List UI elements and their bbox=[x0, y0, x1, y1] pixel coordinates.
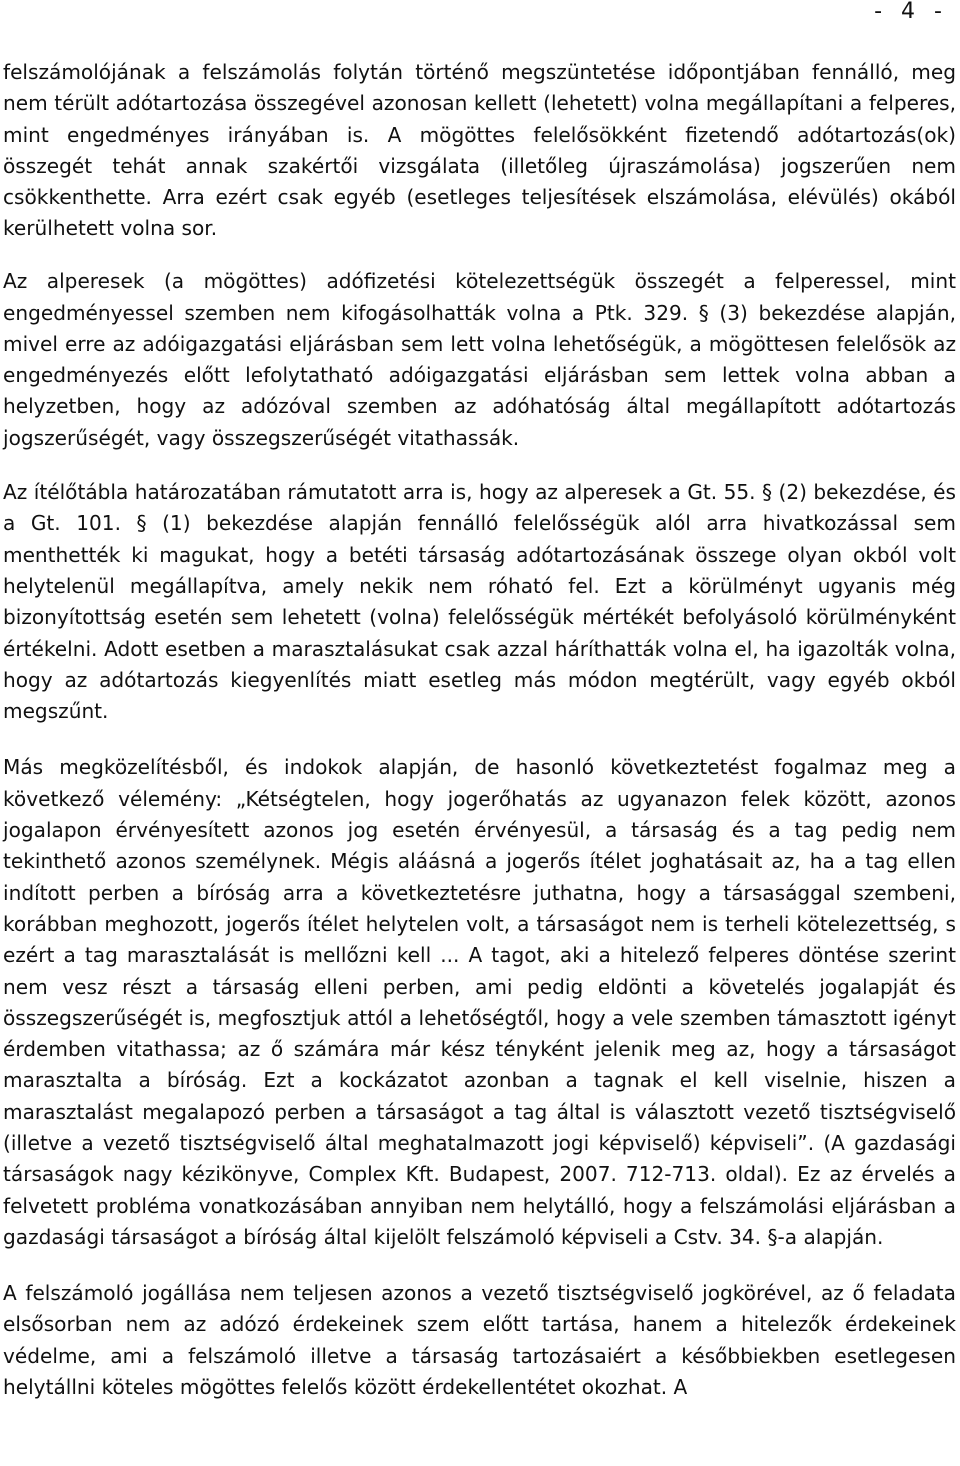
page-number: - 4 - bbox=[874, 0, 948, 24]
paragraph-5: A felszámoló jogállása nem teljesen azonos a vezető tisztségviselő jogkörével, az ő feladata elsősorban nem az adózó érdekeinek szem előtt tartása, hanem a hitelezők érdekeinek védelme, ami a felszámoló illetve a társaság tartozásaiért a későbbiekben esetlegesen helytállni köteles mögöttes felelős között érdekellentétet okozhat. A bbox=[3, 1281, 956, 1400]
paragraph-2: Az alperesek (a mögöttes) adófizetési kötelezettségük összegét a felperessel, mint engedményessel szemben nem kifogásolhatták volna a Ptk. 329. § (3) bekezdése alapján, mivel erre az adóigazgatási eljárásban sem lett volna lehetőségük, a mögöttesen felelősök az engedményezés előtt lefolytatható adóigazgatási eljárásban sem lettek volna abban a helyzetben, hogy az adózóval szemben az adóhatóság által megállapított adótartozás jogszerűségét, vagy összegszerűségét vitathassák. bbox=[3, 269, 956, 450]
document-page bbox=[3, 0, 956, 1403]
paragraph-3: Az ítélőtábla határozatában rámutatott arra is, hogy az alperesek a Gt. 55. § (2) bekezdése, és a Gt. 101. § (1) bekezdése alapján fennálló felelősségük alól arra hivatkozással sem menthették ki magukat, hogy a betéti társaság adótartozásának összege olyan okból volt helytelenül megállapítva, amely nekik nem róható fel. Ezt a körülményt ugyanis még bizonyítottság esetén sem lehetett (volna) felelősségük mértékét befolyásoló körülményként értékelni. Adott esetben a marasztalásukat csak azzal háríthatták volna el, ha igazolták volna, hogy az adótartozás kiegyenlítés miatt esetleg más módon megtérült, vagy egyéb okból megszűnt. bbox=[3, 480, 956, 724]
paragraph-4: Más megközelítésből, és indokok alapján, de hasonló következtetést fogalmaz meg a következő vélemény: „Kétségtelen, hogy jogerőhatás az ugyanazon felek között, azonos jogalapon érvényesített azonos jog esetén érvényesül, a társaság és a tag pedig nem tekinthető azonos személynek. Mégis aláásná a jogerős ítélet joghatásait az, ha a tag ellen indított perben a bíróság arra a következtetésre juthatna, hogy a társasággal szembeni, korábban meghozott, jogerős ítélet helytelen volt, a társaságot nem is terheli kötelezettség, s ezért a tag marasztalását is mellőzni kell ... A tagot, aki a hitelező felperes döntése szerint nem vesz részt a társaság elleni perben, ami pedig eldönti a követelés jogalapját és összegszerűségét is, megfosztjuk attól a lehetőségtől, hogy a vele szemben támasztott igényt érdemben vitathassa; az ő számára már kész tényként jelenik meg az, hogy a társaságot marasztalta a bíróság. Ezt a kockázatot azonban a tagnak el kell viselnie, hiszen a marasztalást megalapozó perben a társaságot a tag által is választott vezető tisztségviselő (illetve a vezető tisztségviselő által meghatalmazott jogi képviselő) képviseli”. (A gazdasági társaságok nagy kézikönyve, Complex Kft. Budapest, 2007. 712-713. oldal). Ez az érvelés a felvetett probléma vonatkozásában annyiban nem helytálló, hogy a felszámolási eljárásban a gazdasági társaságot a bíróság által kijelölt felszámoló képviseli a Cstv. 34. §-a alapján. bbox=[3, 755, 956, 1249]
paragraph-1: felszámolójának a felszámolás folytán történő megszüntetése időpontjában fennálló, meg nem térült adótartozása összegével azonosan kellett (lehetett) volna megállapítani a felperes, mint engedményes irányában is. A mögöttes felelősökként fizetendő adótartozás(ok) összegét tehát annak szakértői vizsgálata (illetőleg újraszámolása) jogszerűen nem csökkenthette. Arra ezért csak egyéb (esetleges teljesítések elszámolása, elévülés) okából kerülhetett volna sor. bbox=[3, 60, 956, 241]
